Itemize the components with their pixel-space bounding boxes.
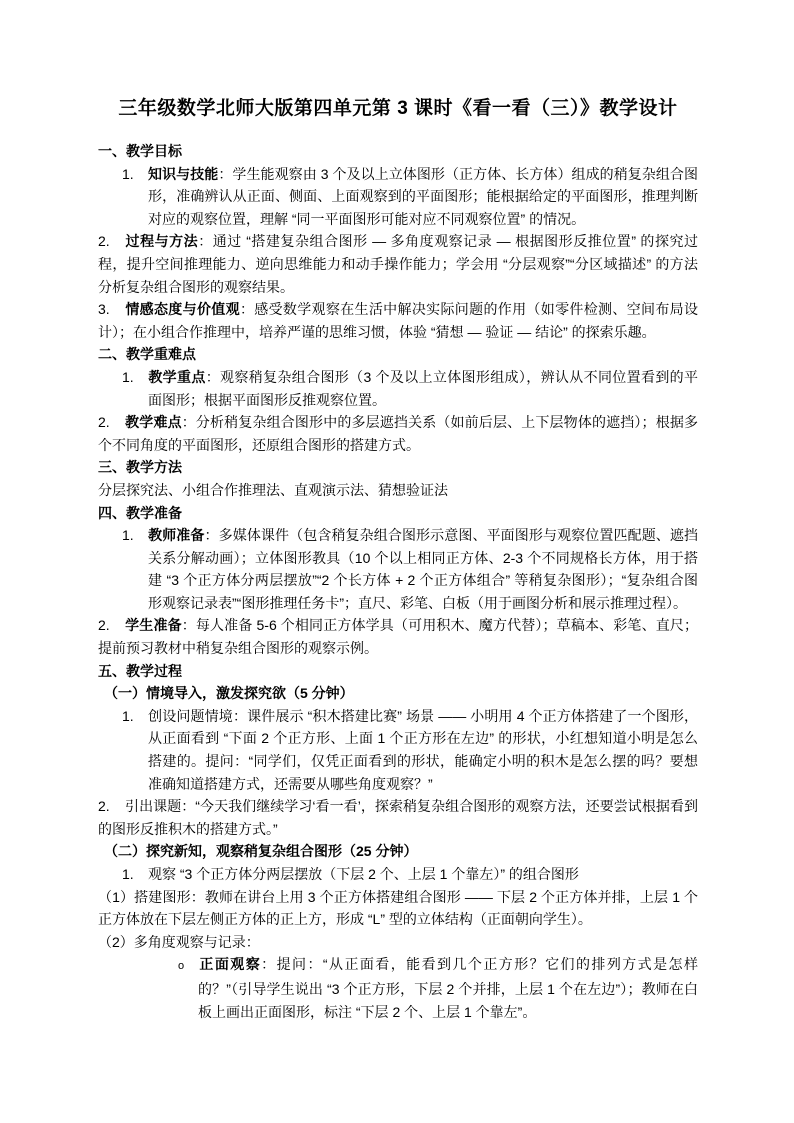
- bullet-item-front-view: [98, 953, 698, 1023]
- paragraph-text: 引出课题：“今天我们继续学习‘看一看’，探索稍复杂组合图形的观察方法，还要尝试根据看到的图形反推积木的搭建方式。”: [98, 798, 698, 837]
- circle-bullet-icon: o: [178, 960, 185, 973]
- bold-label: 知识与技能: [148, 165, 219, 182]
- list-item-situation: [98, 705, 698, 795]
- subsection-heading-intro: （一）情境导入，激发探究欲（5 分钟）: [104, 685, 354, 702]
- list-item-topic-intro: [98, 795, 698, 840]
- paragraph-text: ：观察稍复杂组合图形（3 个及以上立体图形组成），辨认从不同位置看到的平面图形；根据平面图形反推观察位置。: [148, 368, 698, 408]
- paragraph-text: ：感受数学观察在生活中解决实际问题的作用（如零件检测、空间布局设计）；在小组合作推理中，培养严谨的思维习惯，体验 “猜想 — 验证 — 结论” 的探索乐趣。: [98, 301, 699, 340]
- paragraph-text: ：多媒体课件（包含稍复杂组合图形示意图、平面图形与观察位置匹配题、遮挡关系分解动画）；立体图形教具（10 个以上相同正方体、2-3 个不同规格长方体，用于搭建 “3 个正方体分两层摆放”“2 个长方体 + 2 个正方体组合” 等稍复杂图形）；“复杂组合图形观察记录表”“图形推理任务卡”；直尺、彩笔、白板（用于画图分析和展示推理过程）。: [148, 527, 699, 611]
- paragraph-text: ：分析稍复杂组合图形中的多层遮挡关系（如前后层、上下层物体的遮挡）；根据多个不同角度的平面图形，还原组合图形的搭建方式。: [98, 414, 699, 453]
- paragraph-methods: 分层探究法、小组合作推理法、直观演示法、猜想验证法: [98, 481, 448, 498]
- paragraph-text: ：通过 “搭建复杂组合图形 — 多角度观察记录 — 根据图形反推位置” 的探究过程，提升空间推理能力、逆向思维能力和动手操作能力；学会用 “分层观察”“分区域描述” 的方法分析复杂组合图形的观察结果。: [98, 233, 699, 295]
- list-number: 2.: [98, 617, 110, 634]
- list-number: 1.: [122, 527, 134, 544]
- list-item-teacher-prep: [98, 524, 698, 614]
- paragraph-text: ：学生能观察由 3 个及以上立体图形（正方体、长方体）组成的稍复杂组合图形，准确辨认从正面、侧面、上面观察到的平面图形；能根据给定的平面图形，推理判断对应的观察位置，理解 “同一平面图形可能对应不同观察位置” 的情况。: [148, 165, 698, 227]
- list-number: 3.: [98, 301, 110, 318]
- section-heading-preparation: 四、教学准备: [98, 504, 182, 521]
- document-title: 三年级数学北师大版第四单元第 3 课时《看一看（三）》教学设计: [118, 98, 678, 119]
- list-number: 1.: [122, 707, 134, 724]
- list-item-student-prep: [98, 614, 698, 659]
- bold-label: 教师准备: [148, 527, 205, 544]
- list-item-process-method: [98, 230, 698, 298]
- bold-label: 教学重点: [148, 368, 206, 385]
- list-number: 2.: [98, 798, 110, 815]
- list-item-emotion-values: [98, 298, 698, 343]
- subsection-heading-explore: （二）探究新知，观察稍复杂组合图形（25 分钟）: [104, 843, 418, 860]
- bold-label: 情感态度与价值观: [125, 301, 240, 318]
- bold-label: 过程与方法: [125, 233, 199, 250]
- list-item-knowledge-skills: [98, 163, 698, 231]
- bold-label: 教学难点: [125, 414, 182, 431]
- list-number: 1.: [122, 866, 134, 882]
- list-number: 2.: [98, 233, 110, 250]
- list-number: 1.: [122, 368, 134, 385]
- paragraph-multi-angle: （2）多角度观察与记录：: [98, 933, 260, 950]
- paragraph-text: 观察 “3 个正方体分两层摆放（下层 2 个、上层 1 个靠左）” 的组合图形: [148, 866, 579, 882]
- list-item-teaching-focus: [98, 366, 698, 411]
- paragraph-build-shape: （1）搭建图形：教师在讲台上用 3 个正方体搭建组合图形 —— 下层 2 个正方体并排，上层 1 个正方体放在下层左侧正方体的正上方，形成 “L” 型的立体结构（正面朝向学生）。: [98, 888, 698, 928]
- paragraph-text: ：每人准备 5-6 个相同正方体学具（可用积木、魔方代替）；草稿本、彩笔、直尺；提前预习教材中稍复杂组合图形的观察示例。: [98, 617, 699, 657]
- section-heading-process: 五、教学过程: [98, 662, 182, 679]
- list-item-teaching-difficulty: [98, 411, 698, 456]
- section-heading-objectives: 一、教学目标: [98, 143, 182, 159]
- section-heading-key-points: 二、教学重难点: [98, 346, 196, 363]
- bold-label: 学生准备: [125, 617, 182, 634]
- paragraph-text: 创设问题情境：课件展示 “积木搭建比赛” 场景 —— 小明用 4 个正方体搭建了一个图形，从正面看到 “下面 2 个正方形、上面 1 个正方形在左边” 的形状，小红想知道小明是怎么搭建的。提问：“同学们，仅凭正面看到的形状，能确定小明的积木是怎么摆的吗？要想准确知道搭建方式，还需要从哪些角度观察？”: [148, 707, 698, 792]
- list-item-observe: [98, 863, 698, 886]
- list-number: 2.: [98, 414, 110, 431]
- paragraph-text: ：提问：“从正面看，能看到几个正方形？它们的排列方式是怎样的？”（引导学生说出 “3 个正方形，下层 2 个并排，上层 1 个在左边”）；教师在白板上画出正面图形，标注 “下层 2 个、上层 1 个靠左”。: [198, 956, 698, 1020]
- list-number: 1.: [122, 165, 134, 182]
- section-heading-methods: 三、教学方法: [98, 459, 182, 476]
- bold-label: 正面观察: [198, 956, 262, 973]
